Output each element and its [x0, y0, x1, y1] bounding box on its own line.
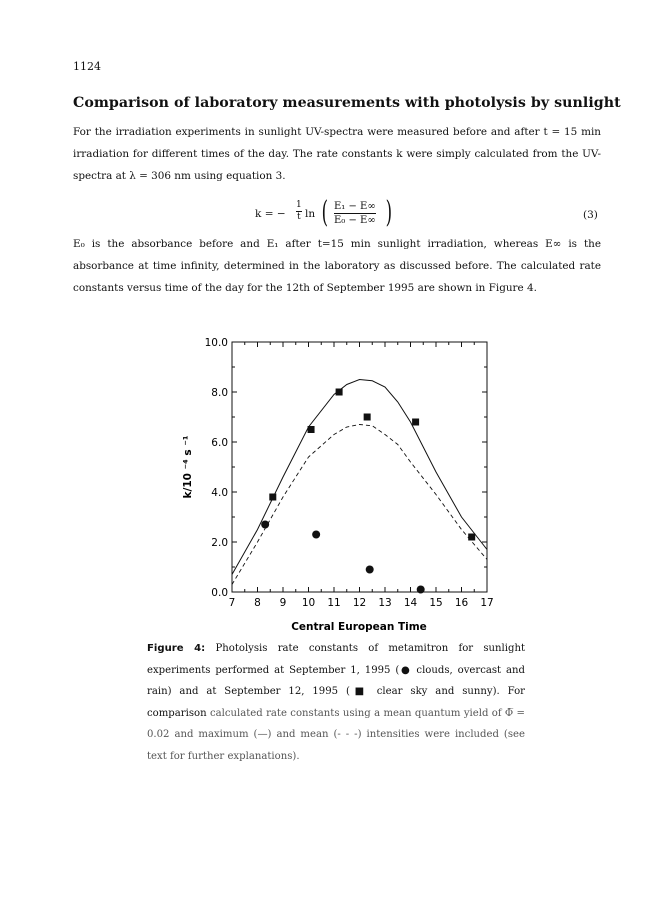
y-tick-label: 10.0 — [204, 337, 228, 349]
equation-lhs: k = − — [255, 208, 286, 220]
paragraph-definitions: E₀ is the absorbance before and E₁ after t=15 min sunlight irradiation, whereas E∞ is the absorbance at time infinity, determined in the laboratory as discussed before. The calculated rate constants versus time of the day for the 12th of September 1995 are shown in Figure 4. — [73, 238, 601, 294]
x-tick-label: 7 — [228, 597, 236, 609]
chart-plot — [175, 330, 505, 635]
series-max-intensity-line — [232, 380, 487, 575]
equation-fraction-1-numerator: 1 — [296, 200, 302, 210]
x-axis-label: Central European Time — [291, 621, 427, 633]
data-point-square — [308, 426, 315, 433]
figure-4 — [175, 330, 505, 635]
data-point-circle — [312, 531, 320, 539]
equation-fraction-2-numerator: E₁ − E∞ — [334, 201, 376, 212]
caption-text-faint: calculated rate constants using a mean quantum yield of Φ̅ = 0.02 and maximum (—) and mean (- - -) intensities were included (see text for further explanations). — [147, 707, 526, 762]
equation-ln: ln — [305, 208, 316, 220]
equation-number: (3) — [583, 209, 598, 221]
data-point-square — [364, 414, 371, 421]
figure-caption — [147, 638, 525, 767]
series-mean-intensity-line — [232, 425, 487, 585]
x-tick-label: 13 — [378, 597, 392, 609]
equation-fraction-1 — [296, 200, 302, 223]
y-axis-label: k/10 ⁻⁴ s ⁻¹ — [182, 435, 194, 499]
data-point-circle — [261, 521, 269, 529]
data-point-circle — [366, 566, 374, 574]
equation-3 — [255, 195, 435, 232]
x-tick-label: 16 — [454, 597, 469, 609]
x-tick-label: 12 — [352, 597, 367, 609]
page-number: 1124 — [73, 60, 101, 73]
equation-close-paren: ) — [385, 195, 393, 230]
data-point-square — [336, 389, 343, 396]
x-tick-label: 15 — [429, 597, 443, 609]
equation-fraction-2 — [334, 200, 376, 227]
data-point-square — [468, 534, 475, 541]
equation-fraction-2-denominator: E₀ − E∞ — [334, 215, 376, 226]
y-tick-label: 4.0 — [211, 487, 228, 499]
x-tick-label: 11 — [327, 597, 341, 609]
x-tick-label: 8 — [254, 597, 261, 609]
section-heading: Comparison of laboratory measurements with photolysis by sunlight — [73, 95, 621, 111]
y-tick-label: 6.0 — [211, 437, 228, 449]
paragraph-intro: For the irradiation experiments in sunlight UV-spectra were measured before and after t = 15 min irradiation for different times of the day. The rate constants k were simply calculated from the UV-spectra at λ = 306 nm using equation 3. — [73, 126, 601, 182]
data-point-square — [269, 494, 276, 501]
equation-fraction-1-denominator: t — [297, 212, 301, 222]
caption-label: Figure 4: — [147, 643, 206, 654]
caption-text: Photolysis rate constants of metamitron for sunlight experiments performed at September 1, 1995 (● clouds, overcast and rain) and at September 12, 1995 (■ clear sky and sunny). For comparison — [147, 643, 525, 719]
equation-open-paren: ( — [321, 195, 329, 230]
x-tick-label: 10 — [301, 597, 316, 609]
y-tick-label: 8.0 — [211, 387, 228, 399]
x-tick-label: 14 — [403, 597, 418, 609]
x-tick-label: 9 — [279, 597, 287, 609]
x-tick-label: 17 — [480, 597, 494, 609]
y-tick-label: 0.0 — [211, 587, 228, 599]
data-point-square — [412, 419, 419, 426]
data-point-circle — [417, 586, 425, 594]
y-tick-label: 2.0 — [211, 537, 228, 549]
